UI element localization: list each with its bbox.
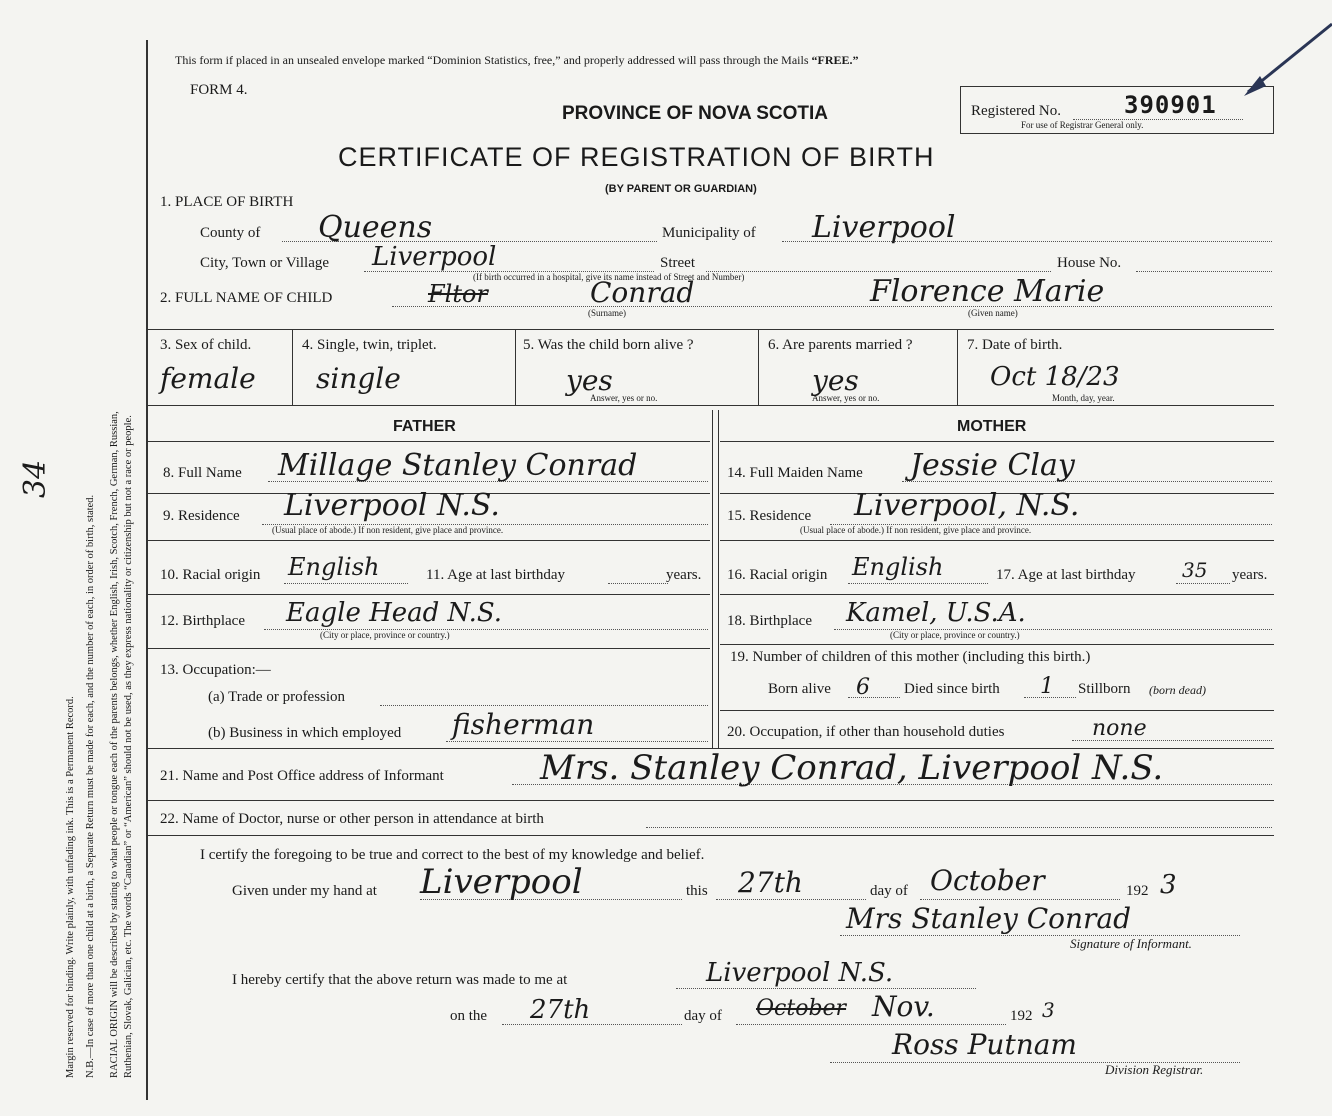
- father-residence-label: 9. Residence: [163, 508, 240, 524]
- mother-heading-rule: [720, 441, 1274, 442]
- row3-divider-3: [758, 329, 759, 405]
- father-racial-line: [284, 583, 408, 584]
- child-name-line: [392, 306, 1272, 307]
- certify-day: 27th: [738, 866, 803, 899]
- county-label: County of: [200, 225, 261, 241]
- mother-birthplace-note: (City or place, province or country.): [890, 630, 1020, 640]
- child-surname-struck: Fltor: [428, 280, 488, 308]
- certify-day-line: [716, 899, 866, 900]
- dob-note: Month, day, year.: [1052, 393, 1115, 403]
- stillborn-note: (born dead): [1149, 683, 1206, 697]
- form-left-border: [146, 40, 148, 1100]
- mother-occupation: none: [1092, 716, 1147, 741]
- father-business: fisherman: [452, 708, 595, 741]
- father-name: Millage Stanley Conrad: [278, 448, 638, 483]
- mother-residence: Liverpool, N.S.: [854, 488, 1080, 523]
- business-label: (b) Business in which employed: [208, 725, 402, 741]
- father-heading-rule: [148, 441, 710, 442]
- children-count-label: 19. Number of children of this mother (including this birth.): [730, 649, 1091, 665]
- mother-occupation-label: 20. Occupation, if other than household duties: [727, 724, 1005, 740]
- born-alive-label: Born alive: [768, 681, 831, 697]
- registrar-day-of-label: day of: [684, 1008, 722, 1024]
- stillborn-label: Stillborn: [1078, 681, 1131, 697]
- registered-box: [960, 86, 1274, 134]
- given-name-note: (Given name): [968, 308, 1018, 318]
- registrar-day-line: [502, 1024, 682, 1025]
- informant-signature-label: Signature of Informant.: [1070, 936, 1192, 951]
- registrar-month: Nov.: [872, 990, 935, 1023]
- municipality-label: Municipality of: [662, 225, 756, 241]
- registrar-month-struck: October: [756, 996, 847, 1021]
- certificate-subtitle: (BY PARENT OR GUARDIAN): [605, 183, 757, 195]
- father-birthplace: Eagle Head N.S.: [286, 598, 503, 628]
- mother-name: Jessie Clay: [910, 448, 1075, 483]
- mother-age: 35: [1182, 558, 1208, 582]
- registrar-statement: I hereby certify that the above return was made to me at: [232, 972, 568, 988]
- mother-residence-label: 15. Residence: [727, 508, 812, 524]
- informant-label: 21. Name and Post Office address of Informant: [160, 768, 444, 784]
- certify-month-line: [920, 899, 1120, 900]
- row3-bottom-border: [148, 405, 1274, 406]
- certificate-title: CERTIFICATE OF REGISTRATION OF BIRTH: [338, 142, 935, 172]
- business-line: [446, 741, 708, 742]
- doctor-line: [646, 827, 1272, 828]
- child-name-label: 2. FULL NAME OF CHILD: [160, 290, 333, 306]
- father-racial: English: [288, 553, 380, 581]
- mother-row-rule-5: [720, 710, 1274, 711]
- date-of-birth-value: Oct 18/23: [990, 362, 1120, 392]
- mother-age-unit: years.: [1232, 567, 1268, 583]
- plurality-label: 4. Single, twin, triplet.: [302, 337, 437, 353]
- father-row-rule-3: [148, 594, 710, 595]
- mother-age-label: 17. Age at last birthday: [996, 567, 1136, 583]
- died-since-birth-label: Died since birth: [904, 681, 1000, 697]
- form-number: FORM 4.: [190, 82, 248, 98]
- house-number-label: House No.: [1057, 255, 1122, 271]
- child-surname: Conrad: [590, 276, 695, 309]
- trade-line: [380, 705, 708, 706]
- occupation-label: 13. Occupation:—: [160, 662, 271, 678]
- mother-name-label: 14. Full Maiden Name: [727, 465, 863, 481]
- plurality-value: single: [316, 362, 401, 395]
- place-of-birth-label: 1. PLACE OF BIRTH: [160, 194, 294, 210]
- city-label: City, Town or Village: [200, 255, 330, 271]
- father-birthplace-label: 12. Birthplace: [160, 613, 245, 629]
- married-yes-no-note: Answer, yes or no.: [812, 393, 880, 403]
- county-value: Queens: [318, 210, 433, 245]
- registered-note: For use of Registrar General only.: [1021, 120, 1144, 130]
- certify-year-digit: 3: [1160, 870, 1177, 900]
- certify-place: Liverpool: [420, 862, 583, 902]
- trade-label: (a) Trade or profession: [208, 689, 346, 705]
- mother-residence-note: (Usual place of abode.) If non resident, give place and province.: [800, 525, 1032, 535]
- doctor-label: 22. Name of Doctor, nurse or other person in attendance at birth: [160, 811, 544, 827]
- parents-married-label: 6. Are parents married ?: [768, 337, 913, 353]
- registrar-year-digit: 3: [1042, 998, 1055, 1022]
- mother-heading: MOTHER: [957, 418, 1027, 435]
- given-under-hand-label: Given under my hand at: [232, 883, 377, 899]
- surname-note: (Surname): [588, 308, 626, 318]
- row3-divider-2: [515, 329, 516, 405]
- father-row-rule-2: [148, 540, 710, 541]
- margin-note-racial-origin-1: RACIAL ORIGIN will be described by stating to what people or tongue each of the parents belongs, whether English, Irish, Scotch, French, German, Russian,: [109, 411, 120, 1078]
- mother-row-rule-2: [720, 540, 1274, 541]
- father-name-label: 8. Full Name: [163, 465, 242, 481]
- registrar-place-line: [676, 988, 976, 989]
- city-value: Liverpool: [372, 242, 497, 272]
- arrow-mark: [1240, 20, 1332, 100]
- father-row-rule-4: [148, 648, 710, 649]
- page-number: 34: [18, 459, 53, 498]
- street-label: Street: [660, 255, 695, 271]
- municipality-value: Liverpool: [812, 210, 956, 245]
- father-birthplace-note: (City or place, province or country.): [320, 630, 450, 640]
- parents-divider-a: [712, 410, 713, 748]
- born-alive-answer: yes: [566, 364, 613, 397]
- child-given-name: Florence Marie: [870, 274, 1105, 309]
- mother-age-line: [1176, 583, 1230, 584]
- certify-top-rule: [148, 835, 1274, 836]
- mail-notice-free: “FREE.”: [811, 53, 859, 67]
- certify-day-of-label: day of: [870, 883, 908, 899]
- registered-label: Registered No.: [971, 103, 1061, 119]
- mail-notice: [175, 53, 859, 68]
- sex-value: female: [160, 362, 256, 395]
- father-age-line: [608, 583, 668, 584]
- street-line: [706, 271, 1051, 272]
- born-alive-count: 6: [856, 675, 870, 700]
- registrar-place: Liverpool N.S.: [706, 958, 894, 988]
- mother-birthplace: Kamel, U.S.A.: [846, 598, 1026, 628]
- father-heading: FATHER: [393, 418, 456, 435]
- mother-racial-line: [848, 583, 988, 584]
- parents-divider-b: [718, 410, 719, 748]
- father-age-unit: years.: [666, 567, 702, 583]
- mother-row-rule-3: [720, 594, 1274, 595]
- registrar-signature: Ross Putnam: [892, 1028, 1077, 1061]
- certify-month: October: [930, 864, 1045, 897]
- sex-label: 3. Sex of child.: [160, 337, 252, 353]
- parents-married-answer: yes: [812, 364, 859, 397]
- registrar-year-prefix: 192: [1010, 1008, 1033, 1024]
- father-residence: Liverpool N.S.: [284, 488, 500, 523]
- province-heading: PROVINCE OF NOVA SCOTIA: [562, 103, 829, 124]
- mother-birthplace-label: 18. Birthplace: [727, 613, 812, 629]
- row3-top-border: [148, 329, 1274, 330]
- date-of-birth-label: 7. Date of birth.: [967, 337, 1063, 353]
- doctor-top-rule: [148, 800, 1274, 801]
- mother-racial-label: 16. Racial origin: [727, 567, 828, 583]
- father-residence-note: (Usual place of abode.) If non resident, give place and province.: [272, 525, 504, 535]
- registered-number: 390901: [1124, 91, 1217, 119]
- born-alive-question-label: 5. Was the child born alive ?: [523, 337, 694, 353]
- certify-this-label: this: [686, 883, 708, 899]
- mail-notice-text: This form if placed in an unsealed envelope marked “Dominion Statistics, free,” and properly addressed will pass through the Mails: [175, 53, 812, 67]
- father-racial-label: 10. Racial origin: [160, 567, 261, 583]
- registrar-day: 27th: [530, 995, 591, 1025]
- informant-signature: Mrs Stanley Conrad: [846, 902, 1132, 935]
- mother-racial: English: [852, 553, 944, 581]
- registrar-month-line: [736, 1024, 1006, 1025]
- certify-statement: I certify the foregoing to be true and correct to the best of my knowledge and belief.: [200, 847, 705, 863]
- mother-row-rule-4: [720, 644, 1274, 645]
- certify-year-prefix: 192: [1126, 883, 1149, 899]
- row3-divider-1: [292, 329, 293, 405]
- registrar-on-label: on the: [450, 1008, 488, 1024]
- margin-note-racial-origin-2: Ruthenian, Slovak, Galician, etc. The words “Canadian” or “American” should not be used, as they express nationality or citizenship but not a race or people.: [123, 415, 134, 1078]
- house-line: [1136, 271, 1272, 272]
- arrow-icon: [1240, 20, 1332, 100]
- row3-divider-4: [957, 329, 958, 405]
- margin-note-multiple-births: N.B.—In case of more than one child at a birth, a Separate Return must be made for each, and the number of each, in order of birth, stated.: [85, 494, 96, 1078]
- father-age-label: 11. Age at last birthday: [426, 567, 565, 583]
- alive-yes-no-note: Answer, yes or no.: [590, 393, 658, 403]
- margin-note-binding: Margin reserved for binding. Write plainly, with unfading ink. This is a Permanent Record.: [65, 696, 76, 1078]
- died-count: 1: [1040, 674, 1054, 699]
- registrar-signature-label: Division Registrar.: [1105, 1062, 1204, 1077]
- hospital-note: (If birth occurred in a hospital, give its name instead of Street and Number): [473, 272, 745, 282]
- informant-value: Mrs. Stanley Conrad, Liverpool N.S.: [540, 748, 1164, 788]
